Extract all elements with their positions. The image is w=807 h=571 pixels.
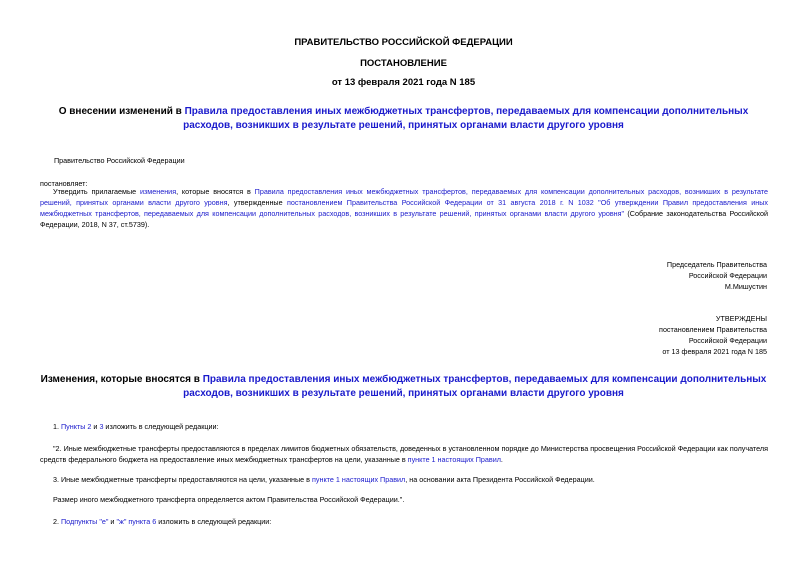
quote-3-text: 3. Иные межбюджетные трансферты предоставляются на цели, указанные в [53, 475, 312, 484]
p1-text-c: , утвержденные [227, 198, 287, 207]
rules-link[interactable]: Правила предоставления иных межбюджетных трансфертов, передаваемых для компенсации дополнительных расходов, возникших в результате решений, принятых органами власти другого уровня [183, 106, 749, 131]
item-2-rest: изложить в следующей редакции: [156, 517, 272, 526]
changes-title [40, 373, 767, 401]
decree-1032-link[interactable]: постановлением Правительства Российской Федерации от 31 августа 2018 г. N 1032 "Об утверждении Правил предоставления иных межбюджетных трансфертов, передаваемых для компенсации дополнительных расходов, возникших в результате решений, принятых органами власти другого уровня" [40, 198, 768, 218]
quote-2-text: "2. Иные межбюджетные трансферты предоставляются в пределах лимитов бюджетных обязательств, доведенных в установленном порядке до Министерства просвещения Российской Федерации как получателя средств федерального бюджета на предоставление иных межбюджетных трансфертов на цели, указанные в [40, 444, 768, 464]
point-1-link[interactable]: пункте 1 настоящих Правил [407, 455, 501, 464]
subpoint-e-link[interactable]: Подпункты "е" [61, 517, 109, 526]
p1-text-a: Утвердить прилагаемые [53, 187, 140, 196]
item-1-num: 1. [53, 422, 61, 431]
item-3-link[interactable]: 3 [99, 422, 104, 431]
approved-block [659, 313, 767, 357]
org-heading: ПРАВИТЕЛЬСТВО РОССИЙСКОЙ ФЕДЕРАЦИИ [294, 37, 513, 48]
item-1 [40, 421, 768, 432]
quote-3-end: , на основании акта Президента Российской Федерации. [405, 475, 595, 484]
item-2-link[interactable]: Пункты 2 [61, 422, 92, 431]
point-1-link-2[interactable]: пункте 1 настоящих Правил [312, 475, 406, 484]
quote-2-end: . [500, 455, 503, 464]
quote-item-2 [40, 443, 768, 465]
approved-line-1: УТВЕРЖДЕНЫ [715, 314, 767, 323]
rules-link-2[interactable]: Правила предоставления иных межбюджетных трансфертов, передаваемых для компенсации дополнительных расходов, возникших в результате решений, принятых органами власти другого уровня [40, 187, 768, 207]
approved-line-3: Российской Федерации [688, 336, 767, 345]
quote-item-3 [40, 474, 768, 485]
approved-line-4: от 13 февраля 2021 года N 185 [662, 347, 767, 356]
subpoint-zh-link[interactable]: "ж" пункта 6 [116, 517, 157, 526]
item-1-and: и [91, 422, 100, 431]
signature-line-2: Российской Федерации [688, 271, 767, 280]
signature-line-1: Председатель Правительства [666, 260, 767, 269]
document-title [40, 105, 767, 133]
item-2-num: 2. [53, 517, 61, 526]
government-text: Правительство Российской Федерации [54, 156, 185, 165]
changes-title-prefix: Изменения, которые вносятся в [40, 374, 203, 385]
quote-size: Размер иного межбюджетного трансферта определяется актом Правительства Российской Федерации.". [53, 495, 405, 504]
approved-line-2: постановлением Правительства [659, 325, 767, 334]
title-prefix: О внесении изменений в [58, 106, 185, 117]
decree-text: постановляет: [40, 179, 88, 188]
item-2-and: и [108, 517, 117, 526]
p1-text-d: (Собрание законодательства Российской Федерации, 2018, N 37, ст.5739). [40, 209, 769, 229]
doc-date: от 13 февраля 2021 года N 185 [331, 77, 476, 88]
doc-type-heading: ПОСТАНОВЛЕНИЕ [360, 58, 447, 69]
item-2 [40, 516, 768, 527]
rules-link-3[interactable]: Правила предоставления иных межбюджетных трансфертов, передаваемых для компенсации дополнительных расходов, возникших в результате решений, принятых органами власти другого уровня [183, 374, 767, 399]
signature-name: М.Мишустин [724, 282, 767, 291]
p1-text-b: , которые вносятся в [176, 187, 255, 196]
changes-link[interactable]: изменения [140, 187, 177, 196]
paragraph-approve [40, 186, 768, 230]
signature-block [667, 259, 767, 292]
item-1-rest: изложить в следующей редакции: [103, 422, 219, 431]
